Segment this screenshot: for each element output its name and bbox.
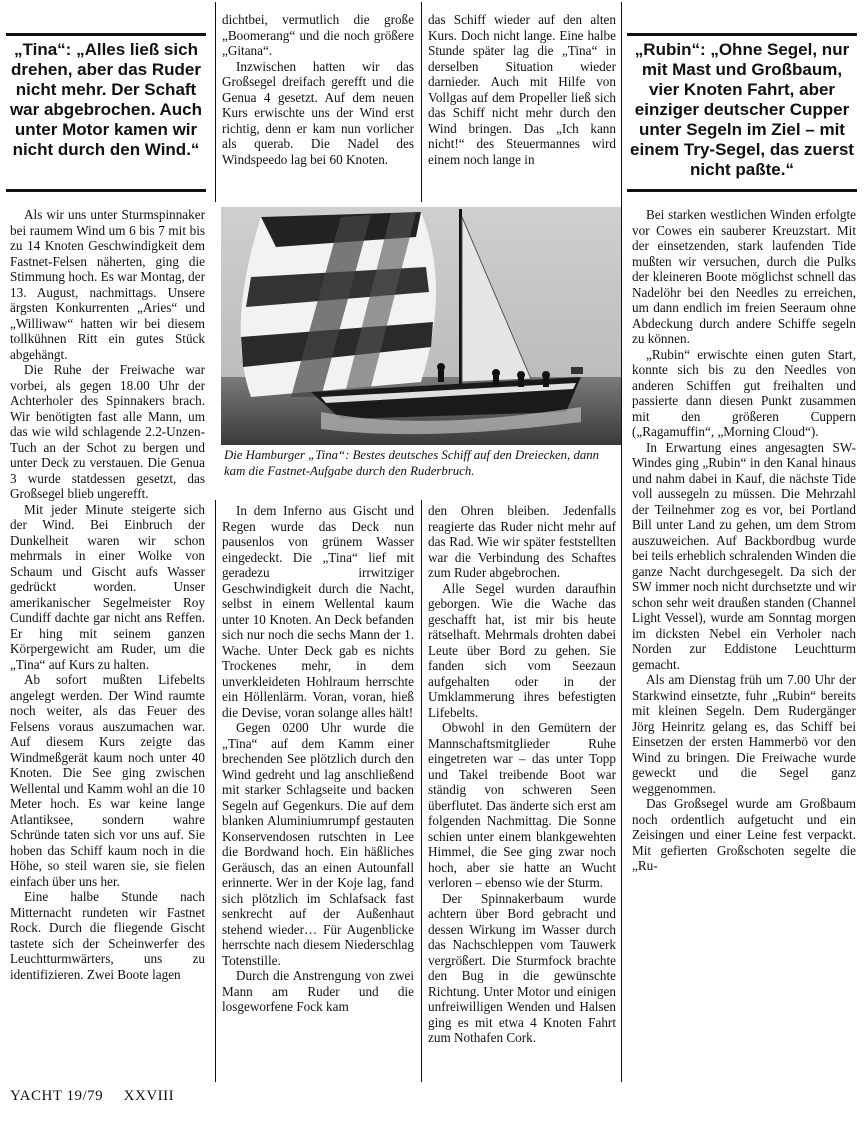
paragraph: Bei starken westlichen Winden erfolgte vor Cowes ein sauberer Kreuzstart. Mit der einsetzenden, stark laufenden Tide mußten wir versuchen, durch die Pulks der kleineren Boote möglichst schnell das Nadelöhr bei den Needles zu erreichen, um dann endlich im freien Seeraum ohne Abdeckung durch andere Schiffe segeln zu können. xyxy=(632,207,856,346)
paragraph: Mit jeder Minute steigerte sich der Wind. Bei Einbruch der Dunkelheit waren wir schon mehrmals in einer Wolke von Schaum und Gischt aufs Wasser gedrückt worden. Unser amerikanischer Segelmeister Roy Cundiff dachte gar nicht ans Reffen. Er hing mit seinem ganzen Körpergewicht am Ruder, um die „Tina“ auf Kurs zu halten. xyxy=(10,501,205,672)
column-3-bottom-text xyxy=(428,503,616,1046)
paragraph: „Rubin“ erwischte einen guten Start, konnte sich bis zu den Needles von anderen Schiffen gut freihalten und passierte dann diesen Punkt zusammen mit den größeren Cuppern („Ragamuffin“, „Morning Cloud“). xyxy=(632,346,856,439)
left-box-top-rule xyxy=(6,33,206,36)
paragraph: dichtbei, vermutlich die große „Boomerang“ und die noch größere „Gitana“. xyxy=(222,12,414,58)
paragraph: den Ohren bleiben. Jedenfalls reagierte das Ruder nicht mehr auf das Rad. Wie wir später feststellten war die Verbindung des Schaftes zum Ruder abgebrochen. xyxy=(428,503,616,580)
page-number: XXVIII xyxy=(123,1088,175,1104)
paragraph: Inzwischen hatten wir das Großsegel dreifach gerefft und die Genua 4 gesetzt. Auf dem neuen Kurs erwischte uns der Wind erst richtig, denn er kam nun vorlicher als querab. Die Nadel des Windspeedo lag bei 60 Knoten. xyxy=(222,58,414,167)
paragraph: Alle Segel wurden daraufhin geborgen. Wie die Wache das geschafft hat, ist mir bis heute rätselhaft. Mehrmals drohten dabei Leute über Bord zu gehen. Sie fanden sich vom Seezaun aufgehalten oder in der Umklammerung ihres befestigten Lifebelts. xyxy=(428,580,616,720)
column-rule-1 xyxy=(215,2,216,202)
left-box-bottom-rule xyxy=(6,189,206,192)
column-2-top-text xyxy=(222,12,414,167)
paragraph: Das Großsegel wurde am Großbaum noch ordentlich aufgetucht und ein Zeisingen und einer Leine fest verpackt. Mit gefierten Großschoten segelte die „Ru- xyxy=(632,796,856,873)
paragraph: Obwohl in den Gemütern der Mannschaftsmitglieder Ruhe eingetreten war – das unter Topp und Takel treibende Boot war ständig von schweren Seen überflutet. Das änderte sich erst am folgenden Nachmittag. Die Sonne schien unter einem blankgewehten Himmel, die See ging zwar noch hoch, aber sie hatte an Wucht verloren – ebenso wie der Sturm. xyxy=(428,720,616,890)
column-1-text xyxy=(10,207,205,982)
column-4-text xyxy=(632,207,856,874)
column-3-top-text xyxy=(428,12,616,167)
paragraph: Ab sofort mußten Lifebelts angelegt werden. Der Wind raumte noch weiter, als das Feuer des Felsens voraus auszumachen war. Auf diesem Kurs zeigte das Windmeßgerät kaum noch unter 40 Knoten. Die See ging zwischen Wellental und Kamm wohl an die 10 Meter hoch. Es war keine lange Atlantiksee, sondern wahre Schründe taten sich vor uns auf. Sie hoben das Schiff kaum noch in die Höhe, so steil waren sie, sie fielen einfach über uns her. xyxy=(10,672,205,889)
sailing-yacht-photo xyxy=(221,207,621,445)
column-rule-4 xyxy=(215,500,216,1082)
paragraph: Durch die Anstrengung von zwei Mann am Ruder und die losgeworfene Fock kam xyxy=(222,968,414,1014)
paragraph: In dem Inferno aus Gischt und Regen wurde das Deck nun pausenlos von grünem Wasser eingedeckt. Die „Tina“ lief mit geradezu irrwitziger Geschwindigkeit durch die Nacht, selbst in einem Wellental kaum unter 10 Knoten. An Deck befanden sich nur noch die sechs Mann der 1. Wache. Unter Deck gab es nichts Trockenes mehr, in dem unverkleideten Hohlraum herrschte ein Höllenlärm. Voran, voran, hieß die Devise, voran solange alles hält! xyxy=(222,503,414,720)
paragraph: Als wir uns unter Sturmspinnaker bei raumem Wind um 6 bis 7 mit bis zu 14 Knoten Geschwindigkeit dem Fastnet-Felsen näherten, ging die Stimmung hoch. Es war Montag, der 13. August, nachmittags. Unsere ärgsten Konkurrenten „Aries“ und „Williwaw“ hatten wir bei diesem tollkühnen Ritt ein gutes Stück abgehängt. xyxy=(10,207,205,362)
column-2-bottom-text xyxy=(222,503,414,1015)
column-rule-5 xyxy=(421,500,422,1082)
paragraph: Eine halbe Stunde nach Mitternacht rundeten wir Fastnet Rock. Durch die fliegende Gischt tastete sich der Scheinwerfer des Leuchtturmwärters, uns zu identifizieren. Zwei Boote lagen xyxy=(10,889,205,982)
paragraph: das Schiff wieder auf den alten Kurs. Doch nicht lange. Eine halbe Stunde später lag die „Tina“ in derselben Situation wieder darnieder. Auch mit Hilfe von Vollgas auf dem Propeller ließ sich das Schiff nicht mehr durch den Wind bringen. Das „Ich kann nicht!“ des Steuermannes wird einem noch lange in xyxy=(428,12,616,167)
photo-caption: Die Hamburger „Tina“: Bestes deutsches Schiff auf den Dreiecken, dann kam die Fastnet-Aufgabe durch den Ruderbruch. xyxy=(224,448,600,478)
right-box-top-rule xyxy=(627,33,857,36)
left-box-headline: „Tina“: „Alles ließ sich drehen, aber das Ruder nicht mehr. Der Schaft war abgebrochen. Auch unter Motor kamen wir nicht durch den Wind.“ xyxy=(9,40,203,159)
column-rule-2 xyxy=(421,2,422,202)
paragraph: Gegen 0200 Uhr wurde die „Tina“ auf dem Kamm einer brechenden See plötzlich durch den Wind gedreht und lag anschließend mit starker Schlagseite und backen Segeln auf Gegenkurs. Die auf dem blanken Aluminiumrumpf gestauten Konservendosen rutschten in Lee die Bordwand hoch. Ein häßliches Geräusch, das an einen Autounfall erinnerte. Wer in der Koje lag, fand sich plötzlich im Schlafsack fast senkrecht auf der Außenhaut stehend wieder… Für Augenblicke herrschte nach diesem Niederschlag Totenstille. xyxy=(222,720,414,968)
paragraph: Der Spinnakerbaum wurde achtern über Bord gebracht und dessen Wirkung im Wasser durch das Nachschleppen vom Tauwerk vergrößert. Die Sturmfock brachte den Bug in die gewünschte Richtung. Unter Motor und einigen unfreiwilligen Wenden und Halsen ging es mit etwa 4 Knoten Fahrt zum Nothafen Cork. xyxy=(428,890,616,1045)
paragraph: Als am Dienstag früh um 7.00 Uhr der Starkwind einsetzte, fuhr „Rubin“ bereits mit kleinen Segeln. Dem Rudergänger Jörg Heinritz gelang es, das Schiff bei Einsetzen der ersten Hammerbö vor den Wind zu bringen. Die Freiwache wurde geweckt und die Segel ganz weggenommen. xyxy=(632,672,856,796)
right-box-headline: „Rubin“: „Ohne Segel, nur mit Mast und Großbaum, vier Knoten Fahrt, aber einziger deutscher Cupper unter Segeln im Ziel – mit einem Try-Segel, das zuerst nicht paßte.“ xyxy=(630,40,854,179)
paragraph: In Erwartung eines angesagten SW-Windes ging „Rubin“ in den Kanal hinaus und nahm dabei in Kauf, die nächste Tide voll aussegeln zu müssen. Die Mehrzahl der Teilnehmer zog es vor, bei Portland Bill unter Land zu gehen, um dem Strom auszuweichen. Auf Backbordbug wurde bei teils erheblich schralenden Winden die ganze Nacht durchgesegelt. Da sich der SW immer noch nicht durchsetzte und wir schon sehr weit draußen standen (Channel Light Vessel), wurde am Sonntag morgen im dicksten Nebel ein Verholer nach Norden zur Eddistone Leuchtturm gemacht. xyxy=(632,439,856,672)
page-footer xyxy=(10,1088,310,1105)
column-rule-3 xyxy=(621,2,622,1082)
paragraph: Die Ruhe der Freiwache war vorbei, als gegen 18.00 Uhr der Achterholer des Spinnakers brach. Wir benötigten fast alle Mann, um das wie wild schlagende 2.2-Unzen-Tuch an der Schot zu bergen und unter Deck zu verstauen. Die Genua 3 wurde statdessen gesetzt, das Großsegel blieb ungerefft. xyxy=(10,362,205,501)
magazine-issue: YACHT 19/79 xyxy=(10,1088,104,1104)
right-box-bottom-rule xyxy=(627,189,857,192)
